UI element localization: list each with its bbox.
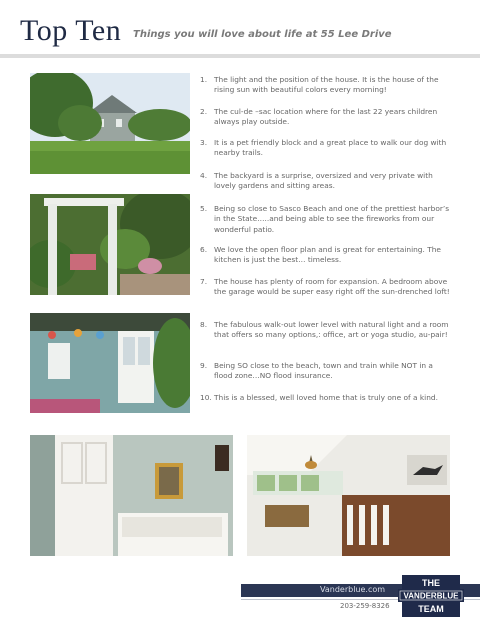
list-item: 1. The light and the position of the house. It is the house of the rising sun with beautiful colors every morning! xyxy=(200,75,439,95)
loft-interior-photo xyxy=(247,435,450,556)
website-link[interactable]: Vanderblue.com xyxy=(320,585,386,594)
list-item: 5. Being so close to Sasco Beach and one of the prettiest harbor’s in the State…..and being able to see the fireworks from our wonderful patio. xyxy=(200,204,450,234)
list-item: 10. This is a blessed, well loved home that is truly one of a kind. xyxy=(200,393,438,402)
garden-arbor-photo xyxy=(30,194,190,295)
bathroom-photo xyxy=(30,435,233,556)
list-item: 4. The backyard is a surprise, oversized and very private with lovely gardens and sitting areas. xyxy=(200,171,433,191)
list-item: 9. Being SO close to the beach, town and train while NOT in a flood zone…NO flood insurance. xyxy=(200,361,433,381)
vanderblue-team-logo xyxy=(398,574,464,623)
page-title: Top Ten xyxy=(20,14,122,47)
logo-text-the: THE xyxy=(422,578,440,588)
house-exterior-photo xyxy=(30,73,190,174)
list-item: 3. It is a pet friendly block and a great place to walk our dog with nearby trails. xyxy=(200,138,447,158)
list-item: 8. The fabulous walk-out lower level with natural light and a room that offers so many options,: office, art or yoga studio, au-pair! xyxy=(200,320,449,340)
page-subtitle: Things you will love about life at 55 Lee Drive xyxy=(133,29,392,40)
header-divider xyxy=(0,54,480,58)
patio-photo xyxy=(30,313,190,413)
list-item: 6. We love the open floor plan and is great for entertaining. The kitchen is just the best… timeless. xyxy=(200,245,441,265)
phone-number: 203-259-8326 xyxy=(340,602,390,610)
list-item: 2. The cul-de –sac location where for the last 22 years children always play outside. xyxy=(200,107,438,127)
logo-text-team: TEAM xyxy=(418,604,444,614)
logo-text-vanderblue: VANDERBLUE xyxy=(403,591,459,601)
list-item: 7. The house has plenty of room for expansion. A bedroom above the garage would be super easy right off the sun-drenched loft! xyxy=(200,277,450,297)
